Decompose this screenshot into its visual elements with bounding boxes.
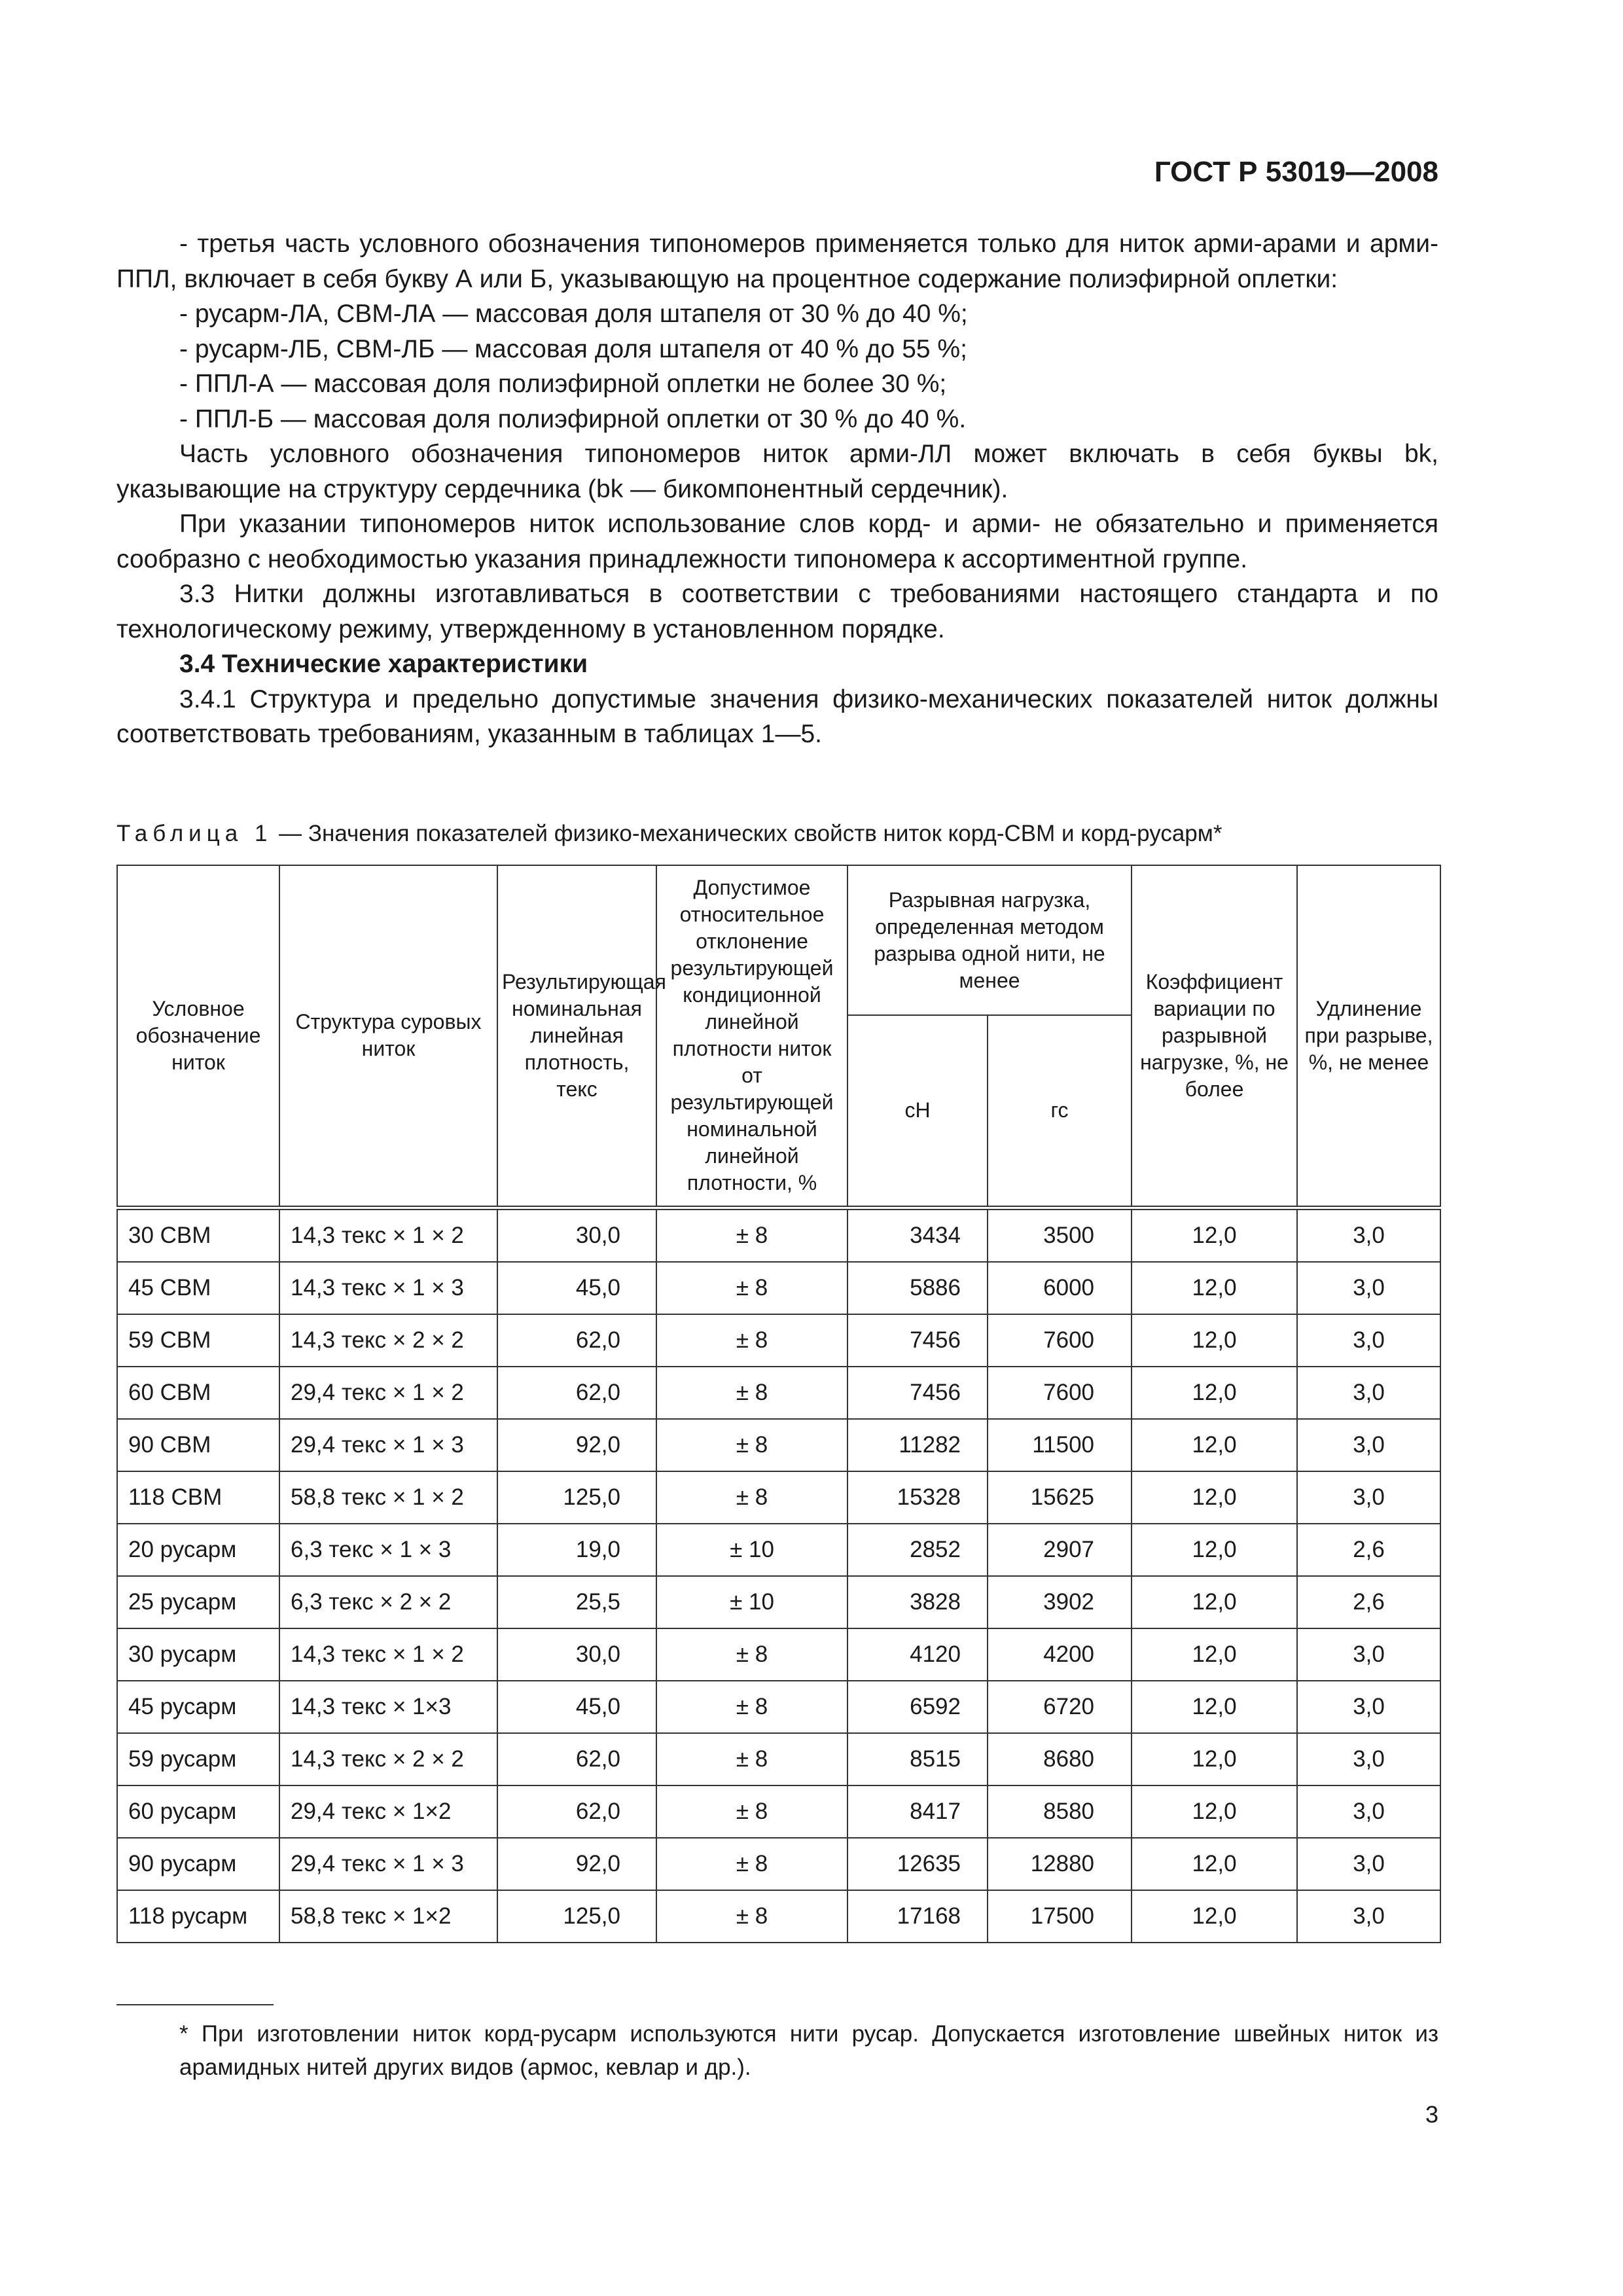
cell-elongation: 2,6 bbox=[1297, 1524, 1440, 1576]
cell-load-gs: 12880 bbox=[988, 1838, 1132, 1890]
paragraph: 3.3 Нитки должны изготавливаться в соответствии с требованиями настоящего стандарта и по технологическому режиму, утвержденному в установленном порядке. bbox=[116, 580, 1438, 643]
cell-elongation: 3,0 bbox=[1297, 1838, 1440, 1890]
cell-load-cn: 6592 bbox=[847, 1681, 988, 1733]
header-deviation: Допустимое относительное отклонение результирующей кондиционной линейной плотности ниток от результирующей номинальной линейной плотности, % bbox=[656, 865, 847, 1208]
cell-variation: 12,0 bbox=[1132, 1576, 1297, 1628]
cell-density: 45,0 bbox=[497, 1262, 656, 1314]
cell-structure: 29,4 текс × 1 × 3 bbox=[279, 1838, 497, 1890]
table-body bbox=[117, 1208, 1440, 1943]
cell-elongation: 2,6 bbox=[1297, 1576, 1440, 1628]
table-row bbox=[117, 1208, 1440, 1262]
cell-variation: 12,0 bbox=[1132, 1208, 1297, 1262]
page-number: 3 bbox=[1425, 2101, 1438, 2128]
cell-load-cn: 2852 bbox=[847, 1524, 988, 1576]
cell-designation: 20 русарм bbox=[117, 1524, 279, 1576]
cell-elongation: 3,0 bbox=[1297, 1314, 1440, 1367]
footnote-divider bbox=[116, 2004, 274, 2005]
cell-load-gs: 3902 bbox=[988, 1576, 1132, 1628]
cell-deviation: ± 8 bbox=[656, 1628, 847, 1681]
section-heading: 3.4 Технические характеристики bbox=[179, 650, 588, 678]
header-structure: Структура суровых ниток bbox=[279, 865, 497, 1208]
cell-load-gs: 7600 bbox=[988, 1314, 1132, 1367]
cell-variation: 12,0 bbox=[1132, 1890, 1297, 1943]
cell-structure: 14,3 текс × 1 × 3 bbox=[279, 1262, 497, 1314]
paragraph: - ППЛ-Б — массовая доля полиэфирной оплетки от 30 % до 40 %. bbox=[179, 404, 967, 433]
cell-elongation: 3,0 bbox=[1297, 1471, 1440, 1524]
table-caption bbox=[116, 819, 1438, 848]
cell-structure: 14,3 текс × 2 × 2 bbox=[279, 1733, 497, 1785]
cell-density: 62,0 bbox=[497, 1367, 656, 1419]
cell-structure: 29,4 текс × 1 × 3 bbox=[279, 1419, 497, 1471]
cell-load-cn: 3434 bbox=[847, 1208, 988, 1262]
cell-load-gs: 3500 bbox=[988, 1208, 1132, 1262]
cell-density: 30,0 bbox=[497, 1208, 656, 1262]
footnote bbox=[116, 2017, 1438, 2084]
cell-variation: 12,0 bbox=[1132, 1628, 1297, 1681]
cell-load-cn: 11282 bbox=[847, 1419, 988, 1471]
cell-elongation: 3,0 bbox=[1297, 1681, 1440, 1733]
table-row bbox=[117, 1733, 1440, 1785]
cell-elongation: 3,0 bbox=[1297, 1733, 1440, 1785]
cell-variation: 12,0 bbox=[1132, 1785, 1297, 1838]
cell-structure: 14,3 текс × 1 × 2 bbox=[279, 1628, 497, 1681]
cell-load-cn: 7456 bbox=[847, 1314, 988, 1367]
cell-variation: 12,0 bbox=[1132, 1262, 1297, 1314]
cell-density: 45,0 bbox=[497, 1681, 656, 1733]
cell-load-gs: 7600 bbox=[988, 1367, 1132, 1419]
cell-structure: 6,3 текс × 2 × 2 bbox=[279, 1576, 497, 1628]
cell-elongation: 3,0 bbox=[1297, 1419, 1440, 1471]
cell-density: 30,0 bbox=[497, 1628, 656, 1681]
table-row bbox=[117, 1367, 1440, 1419]
paragraph: - русарм-ЛА, СВМ-ЛА — массовая доля штапеля от 30 % до 40 %; bbox=[179, 300, 968, 328]
table-row bbox=[117, 1785, 1440, 1838]
cell-designation: 60 СВМ bbox=[117, 1367, 279, 1419]
cell-structure: 14,3 текс × 2 × 2 bbox=[279, 1314, 497, 1367]
paragraph: - русарм-ЛБ, СВМ-ЛБ — массовая доля штапеля от 40 % до 55 %; bbox=[179, 334, 967, 363]
cell-structure: 29,4 текс × 1 × 2 bbox=[279, 1367, 497, 1419]
cell-designation: 45 СВМ bbox=[117, 1262, 279, 1314]
cell-elongation: 3,0 bbox=[1297, 1367, 1440, 1419]
cell-designation: 90 СВМ bbox=[117, 1419, 279, 1471]
table-caption-label: Таблица 1 bbox=[116, 821, 273, 846]
cell-designation: 30 русарм bbox=[117, 1628, 279, 1681]
cell-designation: 25 русарм bbox=[117, 1576, 279, 1628]
cell-designation: 90 русарм bbox=[117, 1838, 279, 1890]
cell-designation: 118 русарм bbox=[117, 1890, 279, 1943]
cell-load-cn: 5886 bbox=[847, 1262, 988, 1314]
cell-load-gs: 6000 bbox=[988, 1262, 1132, 1314]
cell-deviation: ± 10 bbox=[656, 1524, 847, 1576]
cell-variation: 12,0 bbox=[1132, 1524, 1297, 1576]
cell-structure: 6,3 текс × 1 × 3 bbox=[279, 1524, 497, 1576]
cell-density: 19,0 bbox=[497, 1524, 656, 1576]
cell-variation: 12,0 bbox=[1132, 1314, 1297, 1367]
cell-deviation: ± 8 bbox=[656, 1208, 847, 1262]
paragraph: Часть условного обозначения типономеров ниток арми-ЛЛ может включать в себя буквы bk, указывающие на структуру сердечника (bk — бикомпонентный сердечник). bbox=[116, 440, 1438, 503]
table-row bbox=[117, 1471, 1440, 1524]
table-row bbox=[117, 1576, 1440, 1628]
cell-load-cn: 12635 bbox=[847, 1838, 988, 1890]
cell-designation: 60 русарм bbox=[117, 1785, 279, 1838]
header-variation: Коэффициент вариации по разрывной нагрузке, %, не более bbox=[1132, 865, 1297, 1208]
cell-density: 92,0 bbox=[497, 1419, 656, 1471]
cell-load-cn: 8417 bbox=[847, 1785, 988, 1838]
paragraph: При указании типономеров ниток использование слов корд- и арми- не обязательно и применяется сообразно с необходимостью указания принадлежности типономера к ассортиментной группе. bbox=[116, 510, 1438, 573]
cell-deviation: ± 8 bbox=[656, 1262, 847, 1314]
header-load-cn: сН bbox=[847, 1015, 988, 1208]
cell-deviation: ± 8 bbox=[656, 1733, 847, 1785]
cell-variation: 12,0 bbox=[1132, 1471, 1297, 1524]
cell-load-cn: 3828 bbox=[847, 1576, 988, 1628]
table-row bbox=[117, 1524, 1440, 1576]
cell-load-cn: 8515 bbox=[847, 1733, 988, 1785]
cell-structure: 14,3 текс × 1 × 2 bbox=[279, 1208, 497, 1262]
cell-load-gs: 11500 bbox=[988, 1419, 1132, 1471]
cell-load-gs: 6720 bbox=[988, 1681, 1132, 1733]
table-row bbox=[117, 1838, 1440, 1890]
cell-structure: 58,8 текс × 1×2 bbox=[279, 1890, 497, 1943]
cell-load-gs: 17500 bbox=[988, 1890, 1132, 1943]
cell-load-cn: 15328 bbox=[847, 1471, 988, 1524]
header-designation: Условное обозначение ниток bbox=[117, 865, 279, 1208]
paragraph: - третья часть условного обозначения типономеров применяется только для ниток арми-арами и арми-ППЛ, включает в себя букву А или Б, указывающую на процентное содержание полиэфирной оплетки: bbox=[116, 230, 1438, 293]
cell-elongation: 3,0 bbox=[1297, 1890, 1440, 1943]
cell-elongation: 3,0 bbox=[1297, 1262, 1440, 1314]
header-elongation: Удлинение при разрыве, %, не менее bbox=[1297, 865, 1440, 1208]
cell-density: 125,0 bbox=[497, 1471, 656, 1524]
table-row bbox=[117, 1681, 1440, 1733]
cell-variation: 12,0 bbox=[1132, 1367, 1297, 1419]
paragraph: - ППЛ-А — массовая доля полиэфирной оплетки не более 30 %; bbox=[179, 370, 947, 398]
cell-deviation: ± 8 bbox=[656, 1890, 847, 1943]
table-row bbox=[117, 1419, 1440, 1471]
cell-designation: 59 русарм bbox=[117, 1733, 279, 1785]
cell-deviation: ± 8 bbox=[656, 1367, 847, 1419]
document-header: ГОСТ Р 53019—2008 bbox=[1154, 156, 1438, 188]
cell-variation: 12,0 bbox=[1132, 1733, 1297, 1785]
footnote-text: * При изготовлении ниток корд-русарм используются нити русар. Допускается изготовление швейных ниток из арамидных нитей других видов (армос, кевлар и др.). bbox=[179, 2021, 1438, 2080]
header-density: Результирующая номинальная линейная плотность, текс bbox=[497, 865, 656, 1208]
cell-density: 62,0 bbox=[497, 1314, 656, 1367]
cell-variation: 12,0 bbox=[1132, 1681, 1297, 1733]
cell-deviation: ± 8 bbox=[656, 1314, 847, 1367]
cell-designation: 118 СВМ bbox=[117, 1471, 279, 1524]
cell-elongation: 3,0 bbox=[1297, 1208, 1440, 1262]
table-row bbox=[117, 1314, 1440, 1367]
table-row bbox=[117, 1262, 1440, 1314]
cell-deviation: ± 8 bbox=[656, 1419, 847, 1471]
cell-density: 25,5 bbox=[497, 1576, 656, 1628]
header-breaking-load: Разрывная нагрузка, определенная методом разрыва одной нити, не менее bbox=[847, 865, 1132, 1015]
cell-density: 92,0 bbox=[497, 1838, 656, 1890]
cell-density: 125,0 bbox=[497, 1890, 656, 1943]
cell-structure: 14,3 текс × 1×3 bbox=[279, 1681, 497, 1733]
cell-deviation: ± 8 bbox=[656, 1785, 847, 1838]
cell-load-cn: 17168 bbox=[847, 1890, 988, 1943]
cell-deviation: ± 8 bbox=[656, 1838, 847, 1890]
table-row bbox=[117, 1890, 1440, 1943]
table-row bbox=[117, 1628, 1440, 1681]
cell-load-gs: 2907 bbox=[988, 1524, 1132, 1576]
cell-load-gs: 8680 bbox=[988, 1733, 1132, 1785]
header-load-gs: гс bbox=[988, 1015, 1132, 1208]
cell-deviation: ± 10 bbox=[656, 1576, 847, 1628]
cell-density: 62,0 bbox=[497, 1733, 656, 1785]
cell-variation: 12,0 bbox=[1132, 1419, 1297, 1471]
cell-designation: 30 СВМ bbox=[117, 1208, 279, 1262]
cell-load-cn: 4120 bbox=[847, 1628, 988, 1681]
cell-designation: 59 СВМ bbox=[117, 1314, 279, 1367]
cell-load-gs: 4200 bbox=[988, 1628, 1132, 1681]
cell-deviation: ± 8 bbox=[656, 1471, 847, 1524]
cell-elongation: 3,0 bbox=[1297, 1628, 1440, 1681]
table-caption-text: — Значения показателей физико-механических свойств ниток корд-СВМ и корд-русарм* bbox=[272, 821, 1222, 846]
cell-structure: 29,4 текс × 1×2 bbox=[279, 1785, 497, 1838]
cell-variation: 12,0 bbox=[1132, 1838, 1297, 1890]
cell-load-gs: 8580 bbox=[988, 1785, 1132, 1838]
cell-elongation: 3,0 bbox=[1297, 1785, 1440, 1838]
cell-load-cn: 7456 bbox=[847, 1367, 988, 1419]
cell-density: 62,0 bbox=[497, 1785, 656, 1838]
properties-table bbox=[116, 865, 1441, 1943]
cell-structure: 58,8 текс × 1 × 2 bbox=[279, 1471, 497, 1524]
paragraph: 3.4.1 Структура и предельно допустимые значения физико-механических показателей ниток должны соответствовать требованиям, указанным в таблицах 1—5. bbox=[116, 685, 1438, 748]
cell-deviation: ± 8 bbox=[656, 1681, 847, 1733]
cell-load-gs: 15625 bbox=[988, 1471, 1132, 1524]
body-text bbox=[116, 226, 1438, 752]
cell-designation: 45 русарм bbox=[117, 1681, 279, 1733]
